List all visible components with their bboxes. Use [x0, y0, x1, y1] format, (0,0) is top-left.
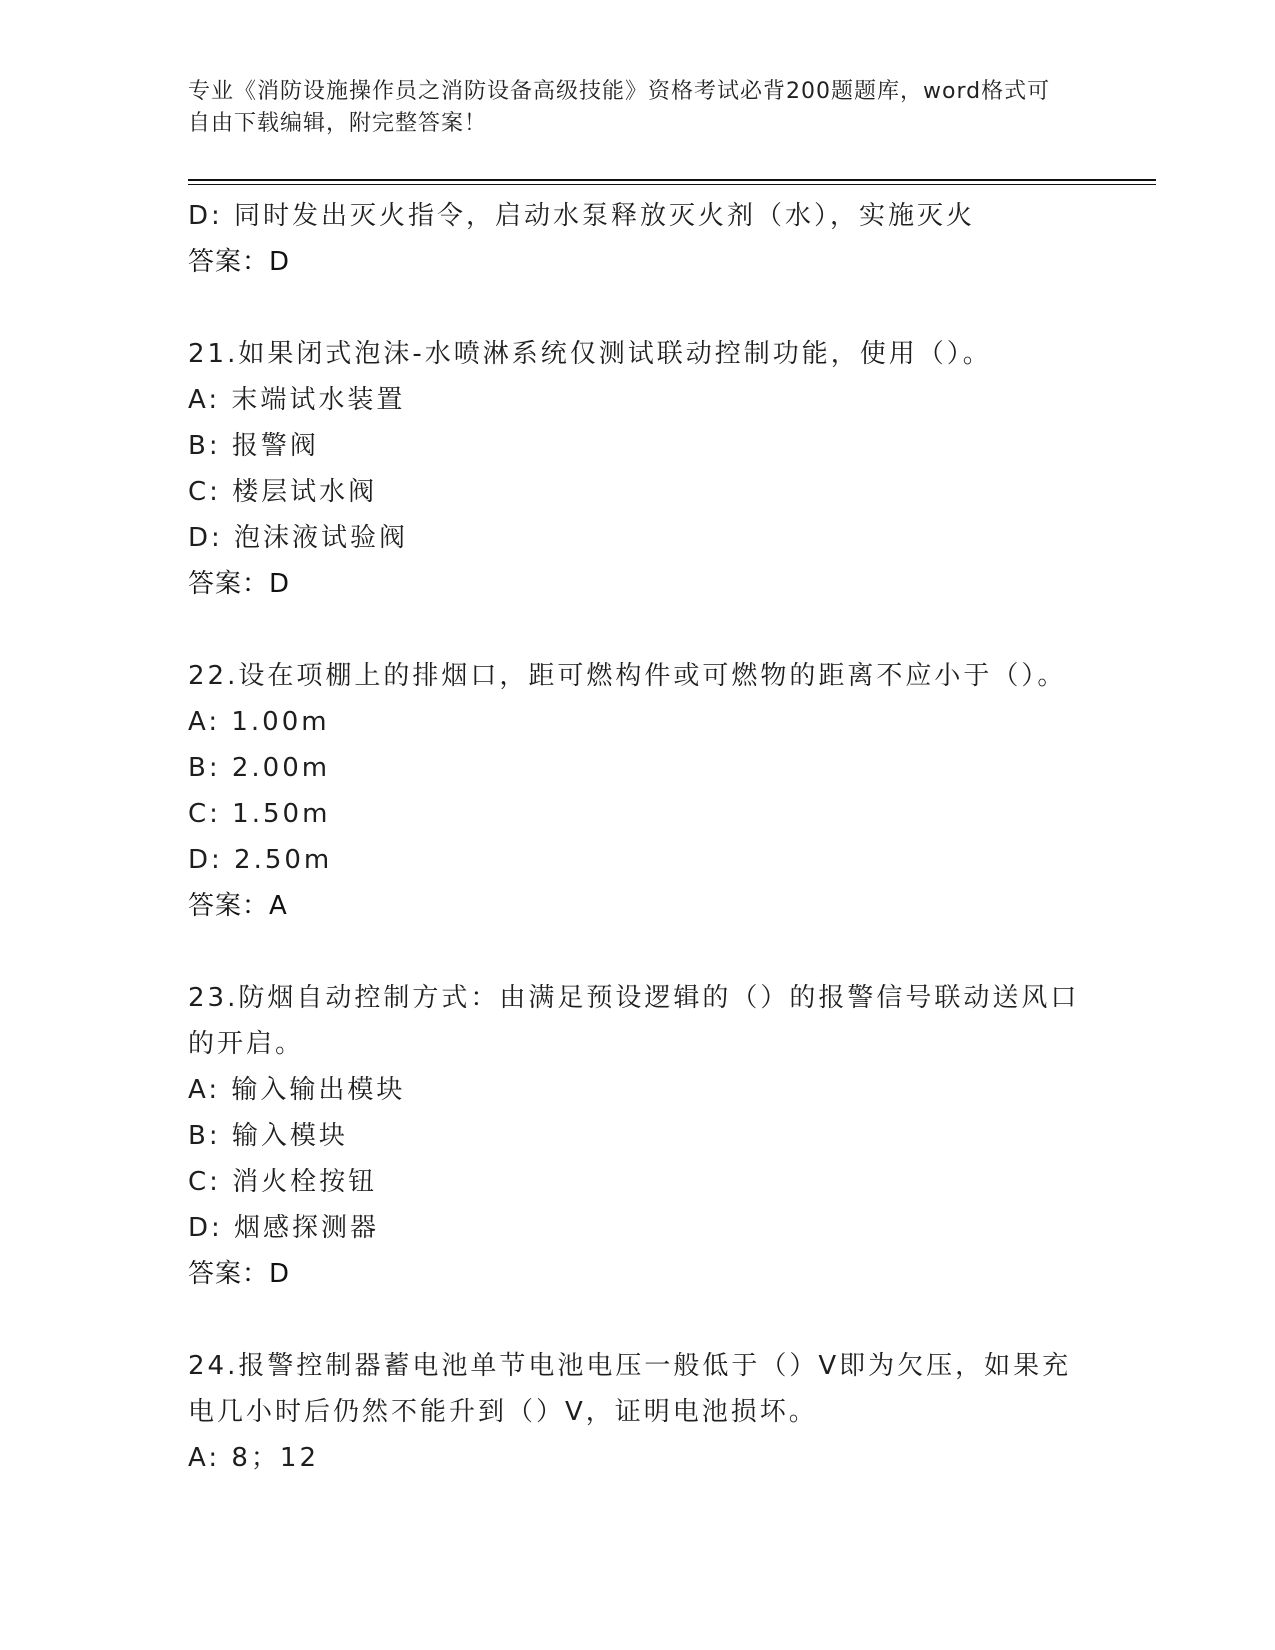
option-d: D: 泡沫液试验阀: [188, 523, 409, 553]
header-rule-thin: [188, 184, 1156, 185]
spacer: [188, 1297, 1088, 1343]
question-23: [188, 975, 1088, 1297]
option-b: B: 输入模块: [188, 1121, 348, 1151]
question-21: [188, 331, 1088, 607]
spacer: [188, 607, 1088, 653]
question-22: [188, 653, 1088, 929]
option-b: B: 报警阀: [188, 431, 319, 461]
option-d: D: 2.50m: [188, 845, 333, 875]
question-stem: 21.如果闭式泡沫-水喷淋系统仅测试联动控制功能，使用（）。: [188, 339, 992, 369]
option-a: A: 8；12: [188, 1443, 319, 1473]
question-stem: 22.设在项棚上的排烟口，距可燃构件或可燃物的距离不应小于（）。: [188, 661, 1067, 691]
option-a: A: 末端试水装置: [188, 385, 406, 415]
option-b: B: 2.00m: [188, 753, 331, 783]
question-stem: 23.防烟自动控制方式：由满足预设逻辑的（）的报警信号联动送风口的开启。: [188, 983, 1080, 1059]
option-a: A: 1.00m: [188, 707, 330, 737]
option-d: D: 烟感探测器: [188, 1213, 380, 1243]
header-rule-thick: [188, 179, 1156, 181]
document-header: 专业《消防设施操作员之消防设备高级技能》资格考试必背200题题库，word格式可自由下载编辑，附完整答案！: [188, 79, 1051, 136]
answer-line: 答案：D: [188, 569, 291, 599]
question-24: [188, 1343, 1088, 1481]
option-c: C: 楼层试水阀: [188, 477, 378, 507]
answer-line: 答案：D: [188, 247, 291, 277]
answer-line: 答案：A: [188, 891, 288, 921]
spacer: [188, 285, 1088, 331]
answer-line: 答案：D: [188, 1259, 291, 1289]
option-c: C: 1.50m: [188, 799, 331, 829]
option-a: A: 输入输出模块: [188, 1075, 406, 1105]
option-d: D: 同时发出灭火指令，启动水泵释放灭火剂（水），实施灭火: [188, 201, 976, 231]
spacer: [188, 929, 1088, 975]
question-stem: 24.报警控制器蓄电池单节电池电压一般低于（）V即为欠压，如果充电几小时后仍然不能升到（）V，证明电池损坏。: [188, 1351, 1072, 1427]
question-list: [188, 193, 1088, 1481]
option-c: C: 消火栓按钮: [188, 1167, 378, 1197]
